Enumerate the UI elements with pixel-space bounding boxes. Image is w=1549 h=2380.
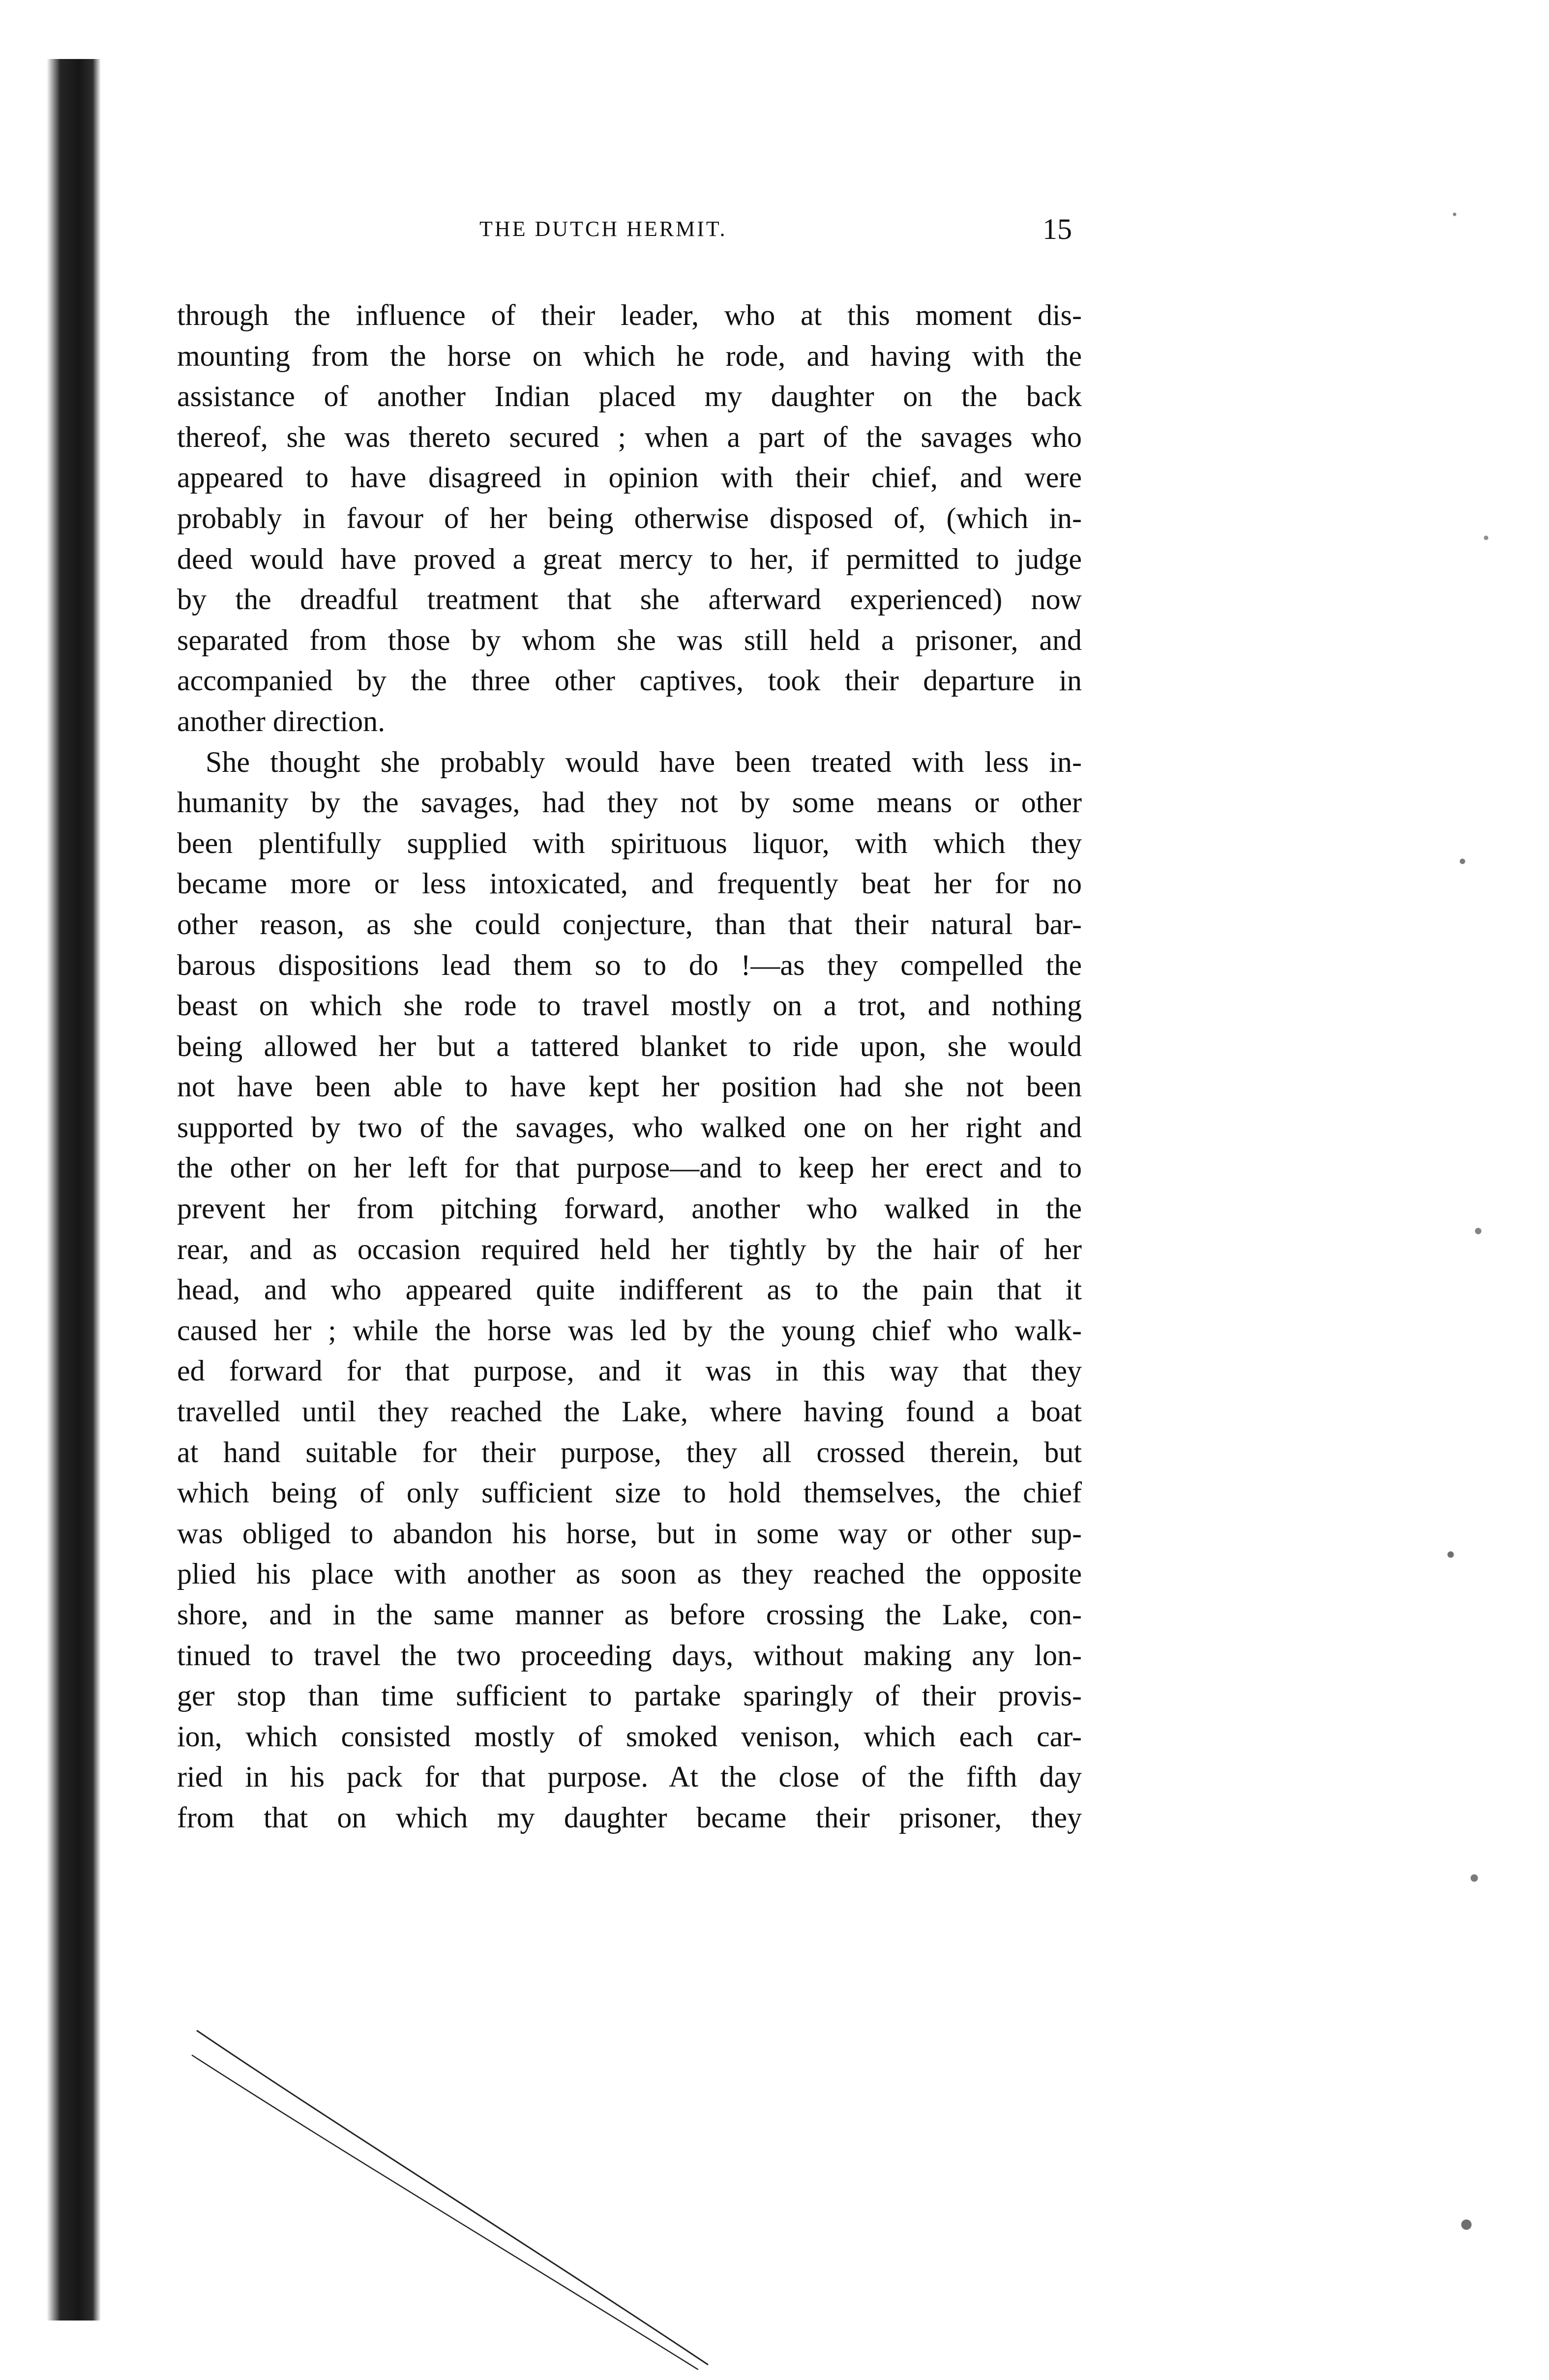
text-line: at hand suitable for their purpose, they all crossed therein, but: [177, 1436, 1082, 1469]
text-line: ger stop than time sufficient to partake sparingly of their provis-: [177, 1679, 1082, 1712]
page-header: [177, 213, 1082, 256]
binding-shadow: [47, 59, 101, 2321]
text-line: mounting from the horse on which he rode, and having with the: [177, 339, 1082, 372]
text-line: from that on which my daughter became their prisoner, they: [177, 1801, 1082, 1834]
text-line: was obliged to abandon his horse, but in some way or other sup-: [177, 1517, 1082, 1550]
text-line: ried in his pack for that purpose. At the close of the fifth day: [177, 1761, 1082, 1793]
text-line: plied his place with another as soon as they reached the opposite: [177, 1557, 1082, 1590]
text-line: by the dreadful treatment that she afterward experienced) now: [177, 583, 1082, 616]
text-line: became more or less intoxicated, and frequently beat her for no: [177, 867, 1082, 900]
text-line: travelled until they reached the Lake, where having found a boat: [177, 1395, 1082, 1428]
text-line: separated from those by whom she was still held a prisoner, and: [177, 623, 1082, 656]
text-line: through the influence of their leader, who at this moment dis-: [177, 299, 1082, 331]
text-line: deed would have proved a great mercy to her, if permitted to judge: [177, 542, 1082, 575]
text-line: another direction.: [177, 705, 386, 737]
text-line: not have been able to have kept her position had she not been: [177, 1070, 1082, 1103]
text-line: prevent her from pitching forward, another who walked in the: [177, 1192, 1082, 1225]
text-line: supported by two of the savages, who walked one on her right and: [177, 1111, 1082, 1144]
text-line: She thought she probably would have been treated with less in-: [206, 745, 1082, 778]
text-line: humanity by the savages, had they not by some means or other: [177, 786, 1082, 819]
text-line: tinued to travel the two proceeding days, without making any lon-: [177, 1639, 1082, 1672]
text-line: appeared to have disagreed in opinion with their chief, and were: [177, 461, 1082, 494]
text-line: barous dispositions lead them so to do !—as they compelled the: [177, 948, 1082, 981]
text-line: been plentifully supplied with spirituous liquor, with which they: [177, 826, 1082, 859]
page-number: 15: [1043, 213, 1072, 245]
text-line: assistance of another Indian placed my daughter on the back: [177, 380, 1082, 413]
body-text: [177, 295, 1082, 1838]
text-line: beast on which she rode to travel mostly on a trot, and nothing: [177, 989, 1082, 1022]
text-line: which being of only sufficient size to hold themselves, the chief: [177, 1476, 1082, 1509]
text-line: ed forward for that purpose, and it was in this way that they: [177, 1354, 1082, 1387]
text-line: accompanied by the three other captives, took their departure in: [177, 664, 1082, 697]
text-line: ion, which consisted mostly of smoked venison, which each car-: [177, 1720, 1082, 1753]
page-edge-speckles: [1431, 29, 1510, 2340]
text-line: the other on her left for that purpose—and to keep her erect and to: [177, 1151, 1082, 1184]
pen-stroke-marks: [187, 2026, 728, 2370]
text-line: thereof, she was thereto secured ; when a part of the savages who: [177, 420, 1082, 453]
running-title: THE DUTCH HERMIT.: [479, 217, 727, 241]
text-line: other reason, as she could conjecture, than that their natural bar-: [177, 908, 1082, 940]
text-line: being allowed her but a tattered blanket to ride upon, she would: [177, 1029, 1082, 1062]
text-line: shore, and in the same manner as before crossing the Lake, con-: [177, 1598, 1082, 1631]
text-line: probably in favour of her being otherwise disposed of, (which in-: [177, 501, 1082, 534]
text-line: head, and who appeared quite indifferent as to the pain that it: [177, 1273, 1082, 1306]
text-line: rear, and as occasion required held her tightly by the hair of her: [177, 1233, 1082, 1265]
text-line: caused her ; while the horse was led by the young chief who walk-: [177, 1314, 1082, 1347]
